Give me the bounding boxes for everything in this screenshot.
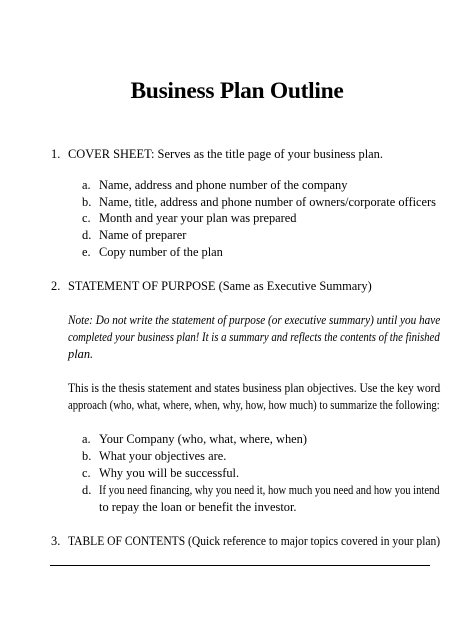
section-1-number: 1. — [51, 147, 61, 161]
page-title: Business Plan Outline — [130, 78, 344, 104]
section-1-item-b: Name, title, address and phone number of owners/corporate officers — [99, 195, 436, 209]
section-1-item-c: Month and year your plan was prepared — [99, 211, 297, 225]
section-2-note-line-1: Note: Do not write the statement of purpose (or executive summary) until you have — [68, 313, 441, 327]
section-1-item-a: Name, address and phone number of the company — [99, 178, 348, 192]
section-2-number: 2. — [51, 279, 61, 293]
section-1-heading: COVER SHEET: Serves as the title page of your business plan. — [68, 147, 383, 161]
section-1-item-b-marker: b. — [82, 195, 92, 209]
section-1-item-d: Name of preparer — [99, 228, 187, 242]
section-2-note-line-2: completed your business plan! It is a summary and reflects the contents of the finished — [68, 330, 440, 344]
section-2-item-a-marker: a. — [82, 432, 91, 446]
section-2-item-d-continuation: to repay the loan or benefit the investor. — [99, 500, 297, 514]
section-2-item-b: What your objectives are. — [99, 449, 227, 463]
section-2-item-c-marker: c. — [82, 466, 91, 480]
section-2-body-line-1: This is the thesis statement and states business plan objectives. Use the key word — [68, 381, 441, 395]
section-2-note-line-3: plan. — [68, 347, 94, 361]
section-1-item-c-marker: c. — [82, 211, 91, 225]
horizontal-rule — [50, 565, 430, 566]
section-1-item-a-marker: a. — [82, 178, 91, 192]
section-3-heading: TABLE OF CONTENTS (Quick reference to major topics covered in your plan) — [68, 534, 441, 548]
section-2-body-line-2: approach (who, what, where, when, why, how, how much) to summarize the following: — [68, 398, 440, 412]
section-2-item-b-marker: b. — [82, 449, 92, 463]
section-2-item-c: Why you will be successful. — [99, 466, 240, 480]
section-1-item-e: Copy number of the plan — [99, 245, 223, 259]
section-1-item-d-marker: d. — [82, 228, 92, 242]
section-2-item-d: If you need financing, why you need it, how much you need and how you intend — [99, 483, 440, 497]
section-1-item-e-marker: e. — [82, 245, 91, 259]
section-2-heading: STATEMENT OF PURPOSE (Same as Executive Summary) — [68, 279, 372, 293]
section-2-item-d-marker: d. — [82, 483, 92, 497]
section-2-item-a: Your Company (who, what, where, when) — [99, 432, 307, 446]
section-3-number: 3. — [51, 534, 61, 548]
